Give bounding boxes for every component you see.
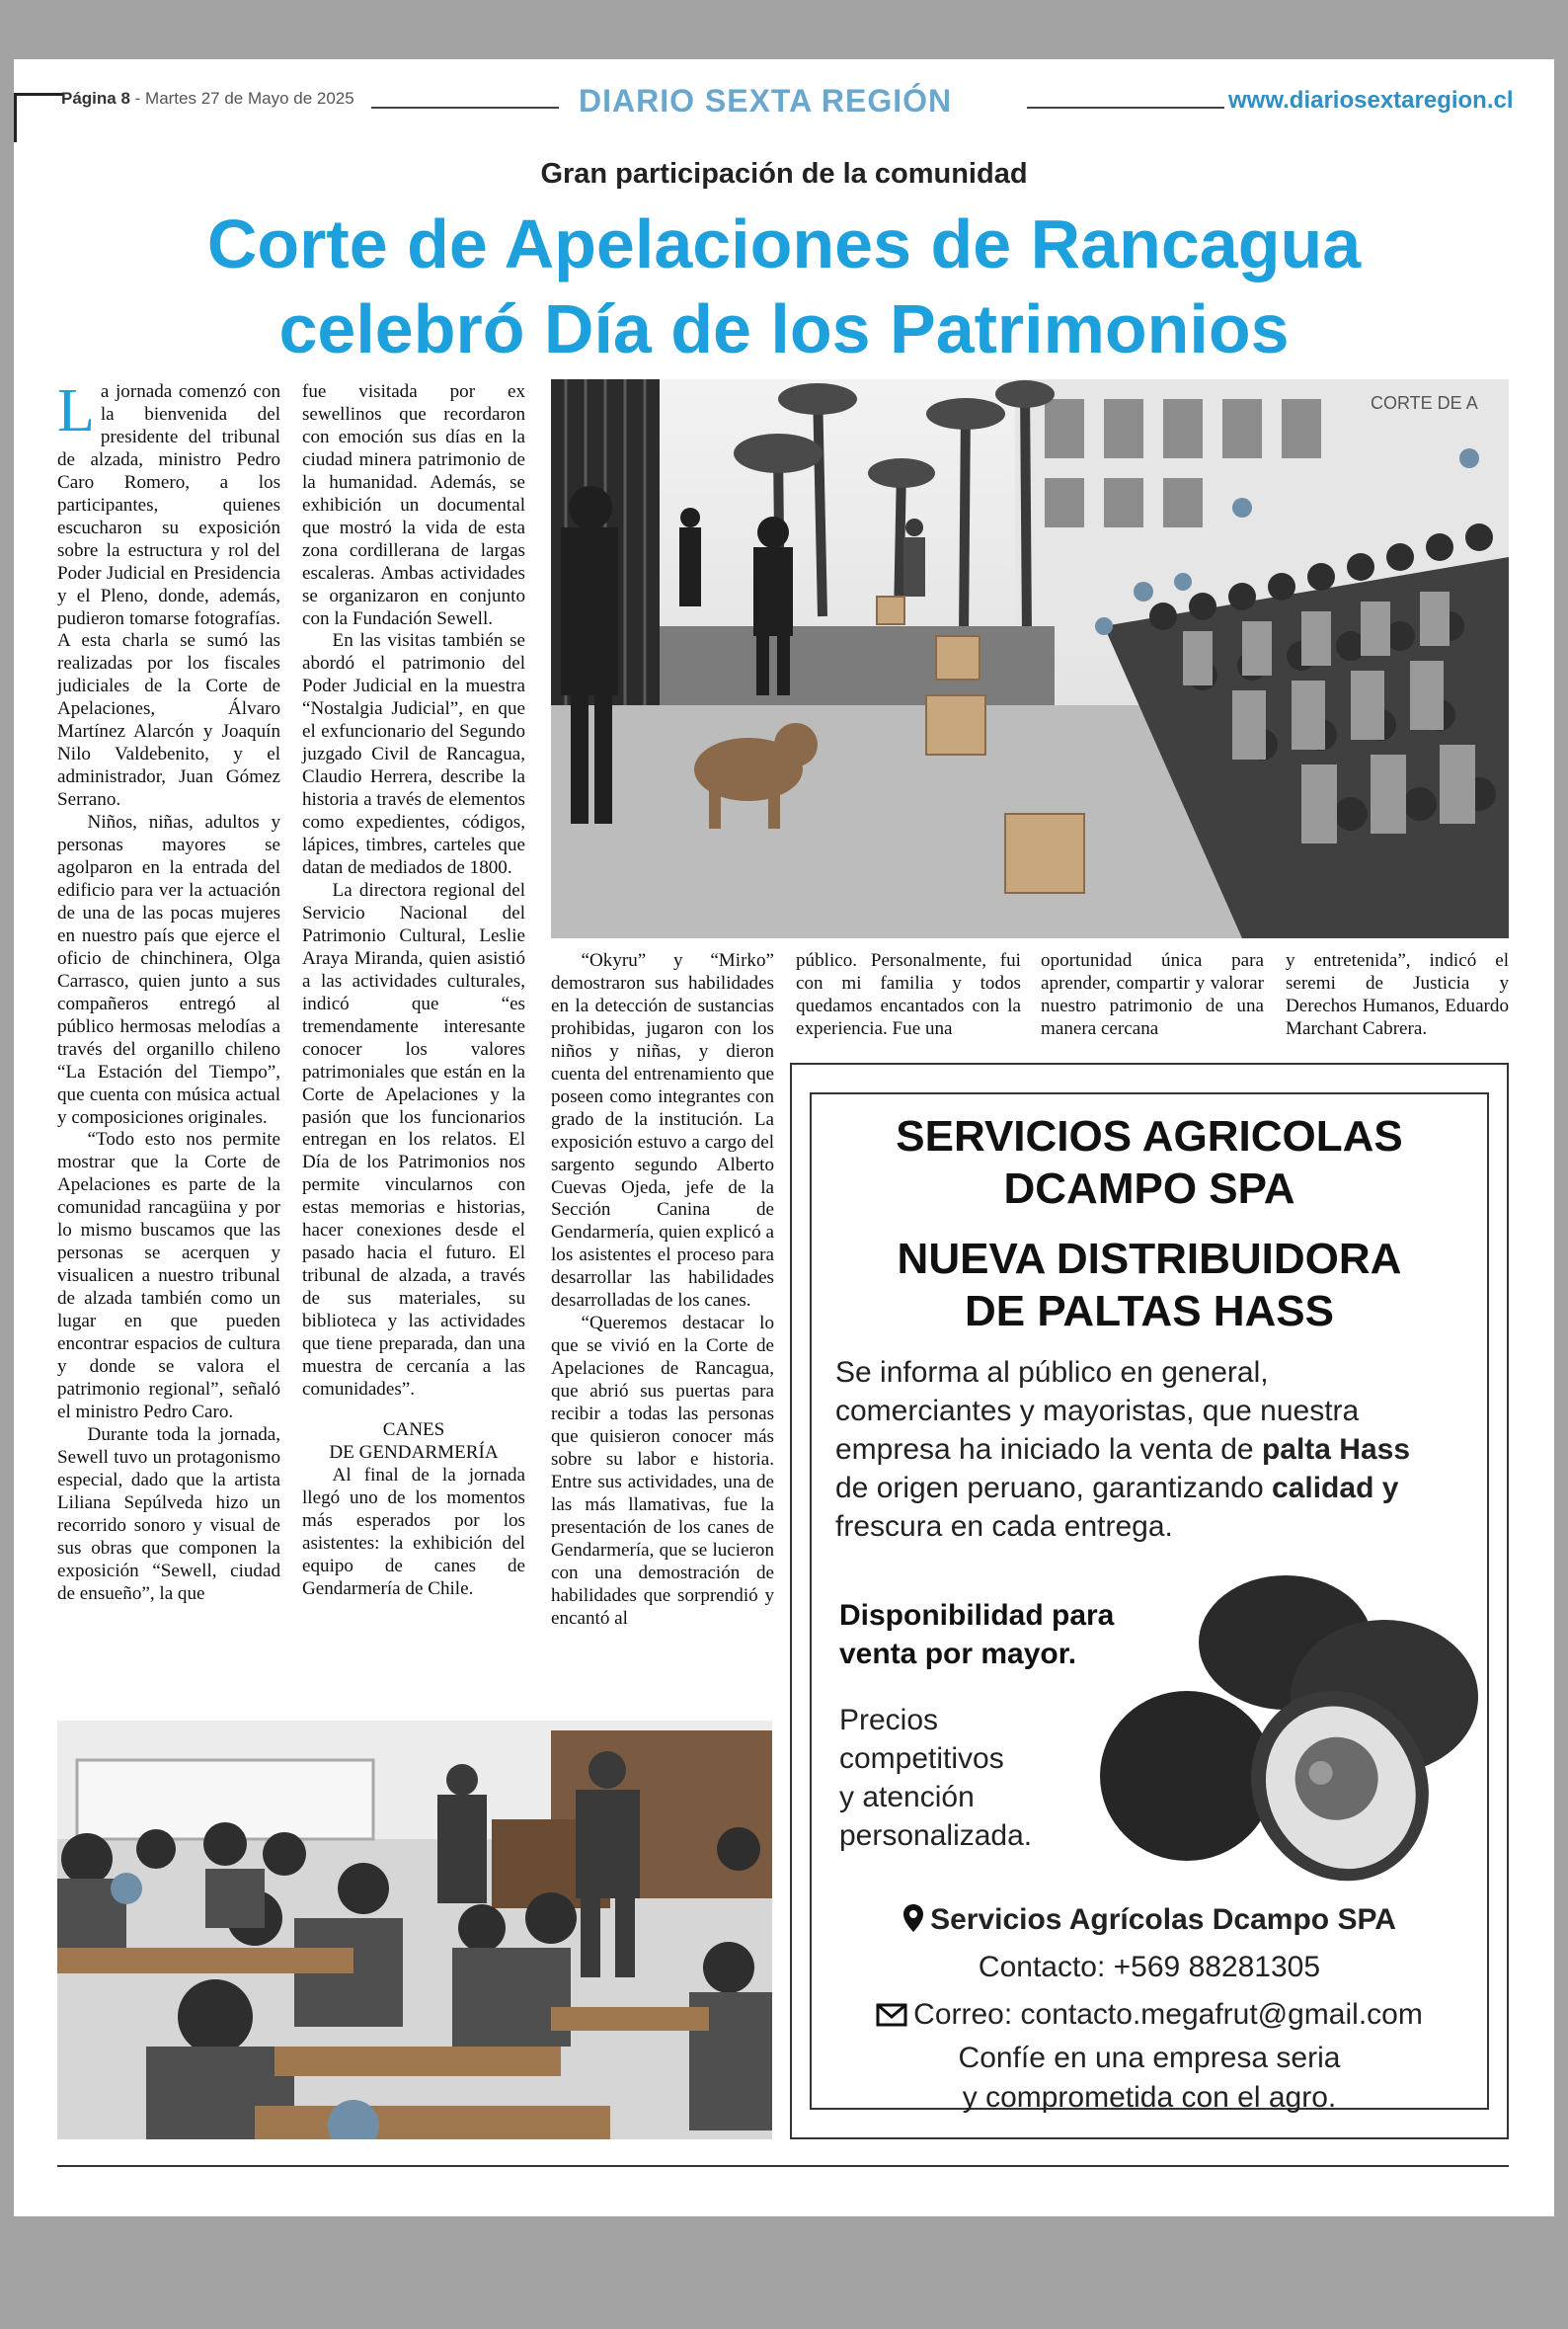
photo-courtroom-image xyxy=(57,1721,772,2139)
ad-closing: Confíe en una empresa seria y comprometida con el agro. xyxy=(958,2042,1341,2114)
advertisement-box xyxy=(790,1063,1509,2139)
header-rule-right xyxy=(1027,107,1224,109)
ad-contact-block xyxy=(812,1896,1487,2118)
ad-pricing: Precios competitivos y atención personalizada. xyxy=(839,1704,1033,1852)
header-rule-left xyxy=(371,107,559,109)
envelope-icon xyxy=(876,2003,907,2027)
page-number: Página 8 xyxy=(61,89,130,108)
photo-courtroom-talk xyxy=(57,1721,772,2139)
article-column-3 xyxy=(551,950,774,1631)
ad-intro: Se informa al público en general, comerciantes y mayoristas, que nuestra empresa ha iniciado la venta de palta Hass de origen peruano, garantizando calidad y frescura en cada entrega. xyxy=(835,1356,1411,1543)
photo-dog-exhibition-image xyxy=(551,379,1509,938)
paragraph: La jornada comenzó con la bienvenida del presidente del tribunal de alzada, ministro Pedro Caro Romero, a los participantes, quienes escucharon su exposición sobre la estructura y rol del Poder Judicial en Presidencia y el Pleno, donde, además, pudieron tomarse fotografías. A esta charla se sumó las realizadas por los fiscales judiciales de la Corte de Apelaciones, Álvaro Martínez Alarcón y Joaquín Nilo Valdebenito, y el administrador, Juan Gómez Serrano. xyxy=(57,377,280,811)
paragraph: fue visitada por ex sewellinos que recordaron con emoción sus días en la ciudad minera patrimonio de la humanidad. Además, se exhibición un documental que mostró la vida de esta zona cordillerana de largas escaleras. Ambas actividades se organizaron en conjunto con la Fundación Sewell. xyxy=(302,381,525,629)
article-kicker: Gran participación de la comunidad xyxy=(540,158,1028,190)
paragraph: y entretenida”, indicó el seremi de Justicia y Derechos Humanos, Eduardo Marchant Cabrera. xyxy=(1286,950,1509,1039)
section-subhead: CANES DE GENDARMERÍA xyxy=(329,1418,499,1463)
article-column-6 xyxy=(1286,950,1509,1041)
paper-name: DIARIO SEXTA REGIÓN xyxy=(579,83,953,119)
avocado-whole-left xyxy=(1100,1691,1274,1861)
headline-line-2: celebró Día de los Patrimonios xyxy=(278,290,1290,367)
avocado-illustration xyxy=(1088,1559,1483,1885)
ad-distributor-title: NUEVA DISTRIBUIDORA DE PALTAS HASS xyxy=(897,1235,1402,1335)
photo-dog-exhibition xyxy=(551,379,1509,938)
article-headline xyxy=(0,201,1568,371)
ad-email-line[interactable]: Correo: contacto.megafrut@gmail.com xyxy=(812,1991,1487,2039)
paragraph: “Queremos destacar lo que se vivió en la Corte de Apelaciones de Rancagua, que abrió sus puertas para recibir a todas las personas que quisieron conocer más sobre su labor e historia. Entre sus actividades, una de las más llamativas, fue la presentación de los canes de Gendarmería, que se lucieron con una demostración de habilidades que sorprendió y encantó al xyxy=(551,1313,774,1629)
paragraph: Durante toda la jornada, Sewell tuvo un protagonismo especial, dado que la artista Liliana Sepúlveda hizo un recorrido sonoro y visual de sus obras que componen la exposición “Sewell, ciudad de ensueño”, la que xyxy=(57,1423,280,1604)
ad-company-title: SERVICIOS AGRICOLAS DCAMPO SPA xyxy=(896,1112,1403,1213)
headline-line-1: Corte de Apelaciones de Rancagua xyxy=(206,205,1362,282)
article-column-4 xyxy=(796,950,1021,1041)
paragraph: público. Personalmente, fui con mi familia y todos quedamos encantados con la experiencia. Fue una xyxy=(796,950,1021,1039)
ad-company-line: Servicios Agrícolas Dcampo SPA xyxy=(812,1896,1487,1944)
paragraph: Al final de la jornada llegó uno de los momentos más esperados por los asistentes: la exhibición del equipo de canes de Gendarmería de Chile. xyxy=(302,1464,525,1599)
ad-phone[interactable]: Contacto: +569 88281305 xyxy=(978,1951,1321,1983)
ad-title-block xyxy=(812,1110,1487,1337)
paragraph: “Todo esto nos permite mostrar que la Corte de Apelaciones es parte de la comunidad rancagüina y por lo mismo buscamos que las personas se acerquen y visualicen a nuestro tribunal de alzada también como un lugar en que pueden encontrar espacios de cultura y donde se valora el patrimonio regional”, señaló el ministro Pedro Caro. xyxy=(57,1129,280,1422)
page-date-line xyxy=(61,89,354,109)
page-header xyxy=(14,83,1554,138)
paragraph: La directora regional del Servicio Nacional del Patrimonio Cultural, Leslie Araya Miranda, quien asistió a las actividades culturales, indicó que “es tremendamente interesante conocer los valores patrimoniales que están en la Corte de Apelaciones y la pasión que los funcionarios entregan en los relatos. El Día de los Patrimonios nos permite vincularnos con estas memorias e historias, hacer conexiones desde el pasado hacia el futuro. El tribunal de alzada, a través de sus materiales, su biblioteca y las actividades que tiene preparada, dan una muestra de cercanía a las comunidades”. xyxy=(302,879,525,1400)
location-pin-icon xyxy=(902,1903,924,1933)
article-column-1 xyxy=(57,377,280,1605)
drop-cap: L xyxy=(57,377,95,444)
bottom-rule xyxy=(57,2165,1509,2167)
paragraph: “Okyru” y “Mirko” demostraron sus habilidades en la detección de sustancias prohibidas, jugaron con los niños y niñas, y dieron cuenta del entrenamiento que poseen como integrantes con grado de la institución. La exposición estuvo a cargo del sargento segundo Alberto Cuevas Ojeda, jefe de la Sección Canina de Gendarmería, quien explicó a los asistentes el proceso para desarrollar las habilidades desarrolladas de los canes. xyxy=(551,950,774,1312)
paragraph: Niños, niñas, adultos y personas mayores se agolparon en la entrada del edificio para ver la actuación de una de las pocas mujeres en nuestro país que ejerce el oficio de chinchinera, Olga Carrasco, quien junto a sus compañeros entregó al público hermosas melodías a través del organillo chileno “La Estación del Tiempo”, que cuenta con música actual y composiciones originales. xyxy=(57,812,280,1128)
paragraph: oportunidad única para aprender, compartir y valorar nuestro patrimonio de una manera cercana xyxy=(1041,950,1264,1039)
paragraph: En las visitas también se abordó el patrimonio del Poder Judicial en la muestra “Nostalgia Judicial”, en que el exfuncionario del Segundo juzgado Civil de Rancagua, Claudio Herrera, describe la historia a través de elementos como expedientes, códigos, lápices, timbres, carteles que datan de mediados de 1800. xyxy=(302,630,525,879)
article-column-2 xyxy=(302,381,525,1601)
article-column-5 xyxy=(1041,950,1264,1041)
corner-mark xyxy=(14,93,63,142)
issue-date: - Martes 27 de Mayo de 2025 xyxy=(129,89,354,108)
website-link[interactable]: www.diariosextaregion.cl xyxy=(1228,87,1514,114)
advertisement-inner-frame xyxy=(810,1092,1489,2114)
building-sign-text: CORTE DE A xyxy=(1371,393,1478,413)
ad-availability: Disponibilidad para venta por mayor. xyxy=(839,1599,1115,1670)
